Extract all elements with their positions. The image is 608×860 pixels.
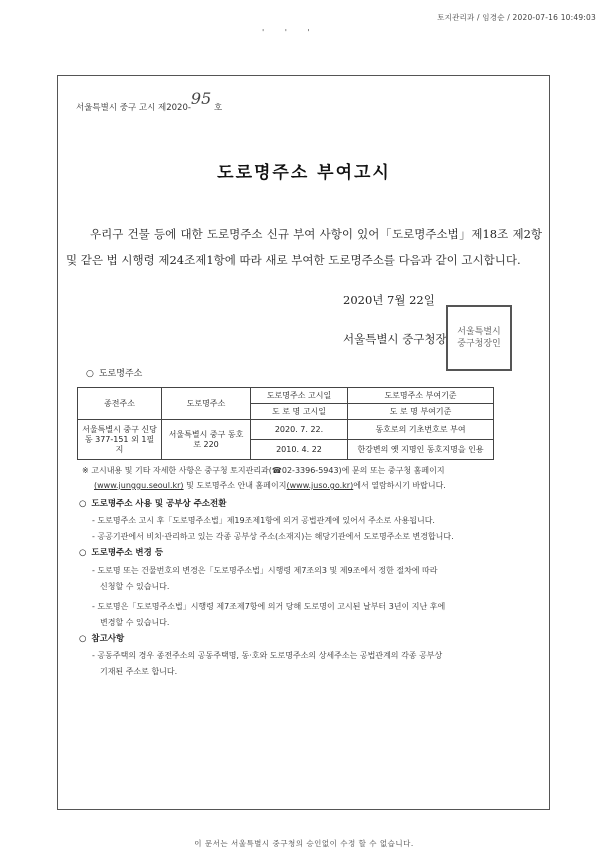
header-notice-date-top: 도로명주소 고시일 [251, 388, 348, 404]
section-reference-heading: 참고사항 [91, 634, 125, 644]
section-road-address [86, 366, 142, 379]
cell-basis-2: 한강변의 옛 지명인 동호지명을 인용 [348, 440, 494, 460]
official-seal [446, 305, 512, 371]
address-table [77, 387, 494, 460]
notice-number-suffix: 호 [213, 103, 223, 113]
header-notice-date-bottom: 도 로 명 고시일 [251, 404, 348, 420]
section-usage [79, 497, 226, 509]
note-end: 에서 열람하시기 바랍니다. [353, 481, 446, 490]
notice-number [76, 89, 223, 114]
section-reference [79, 632, 124, 644]
cell-basis-1: 동호로의 기초번호로 부여 [348, 420, 494, 440]
change-item-2 [92, 599, 532, 631]
seal-text: 서울특별시 중구청장인 [457, 327, 501, 349]
junggu-homepage-link[interactable]: (www.junggu.seoul.kr) [94, 481, 184, 490]
change-item-2-line-b: 변경할 수 있습니다. [100, 618, 170, 627]
reference-item-1-line-b: 기재된 주소로 합니다. [100, 667, 178, 676]
notice-number-handwritten: 95 [190, 89, 212, 108]
document-meta: 토지관리과 / 임경순 / 2020-07-16 10:49:03 [437, 13, 596, 22]
cell-notice-date-2: 2010. 4. 22 [251, 440, 348, 460]
section-mark: ○ [79, 499, 87, 509]
document-footer: 이 문서는 서울특별시 중구청의 승인없이 수정 할 수 없습니다. [194, 839, 414, 848]
change-item-1 [92, 563, 532, 595]
notice-date: 2020년 7월 22일 [343, 293, 435, 307]
header-basis-top: 도로명주소 부여기준 [348, 388, 494, 404]
reference-item-1 [92, 648, 532, 680]
document-title: 도로명주소 부여고시 [217, 163, 391, 183]
note-line-1: ※ 고시내용 및 기타 자세한 사항은 중구청 토지관리과(☎02-3396-5943)에 문의 또는 중구청 홈페이지 [82, 466, 445, 475]
body-paragraph: 우리구 건물 등에 대한 도로명주소 신규 부여 사항이 있어「도로명주소법」제18조 제2항 및 같은 법 시행령 제24조제1항에 따라 새로 부여한 도로명주소를 다음과 같이 고시합니다. [66, 227, 542, 267]
change-item-2-line-a: - 도로명은「도로명주소법」시행령 제7조제7항에 의거 당해 도로명이 고시된 날부터 3년이 지난 후에 [92, 602, 446, 611]
header-previous-address: 종전주소 [78, 388, 162, 420]
reference-item-1-line-a: - 공동주택의 경우 종전주소의 공동주택명, 동·호와 도로명주소의 상세주소는 공법관계의 각종 공부상 [92, 651, 443, 660]
usage-item-1: - 도로명주소 고시 후「도로명주소법」제19조제1항에 의거 공법관계에 있어서 주소로 사용됩니다. [92, 516, 435, 525]
cell-notice-date-1: 2020. 7. 22. [251, 420, 348, 440]
scan-marks: ' ' ' [262, 28, 319, 37]
usage-item-2: - 공공기관에서 비치·관리하고 있는 각종 공부상 주소(소재지)는 해당기관에서 도로명주소로 변경합니다. [92, 532, 454, 541]
cell-road-address: 서울특별시 중구 동호로 220 [162, 420, 251, 460]
issuing-authority: 서울특별시 중구청장 [343, 332, 447, 346]
header-basis-bottom: 도 로 명 부여기준 [348, 404, 494, 420]
juso-homepage-link[interactable]: (www.juso.go.kr) [286, 481, 354, 490]
notice-number-prefix: 서울특별시 중구 고시 제2020- [76, 103, 191, 113]
note-line-2 [82, 478, 532, 493]
inquiry-note [82, 463, 532, 493]
cell-previous-address: 서울특별시 중구 신당동 377-151 외 1필지 [78, 420, 162, 460]
note-mid: 및 도로명주소 안내 홈페이지 [183, 481, 287, 490]
section-label: 도로명주소 [98, 369, 143, 379]
change-item-1-line-a: - 도로명 또는 건물번호의 변경은「도로명주소법」시행령 제7조의3 및 제9조에서 정한 절차에 따라 [92, 566, 438, 575]
section-change-heading: 도로명주소 변경 등 [91, 548, 164, 558]
change-item-1-line-b: 신청할 수 있습니다. [100, 582, 170, 591]
section-usage-heading: 도로명주소 사용 및 공부상 주소전환 [91, 499, 227, 509]
section-mark: ○ [79, 634, 87, 644]
header-road-address: 도로명주소 [162, 388, 251, 420]
section-mark: ○ [86, 369, 94, 379]
body-text [66, 221, 542, 273]
section-mark: ○ [79, 548, 87, 558]
section-change [79, 546, 163, 558]
